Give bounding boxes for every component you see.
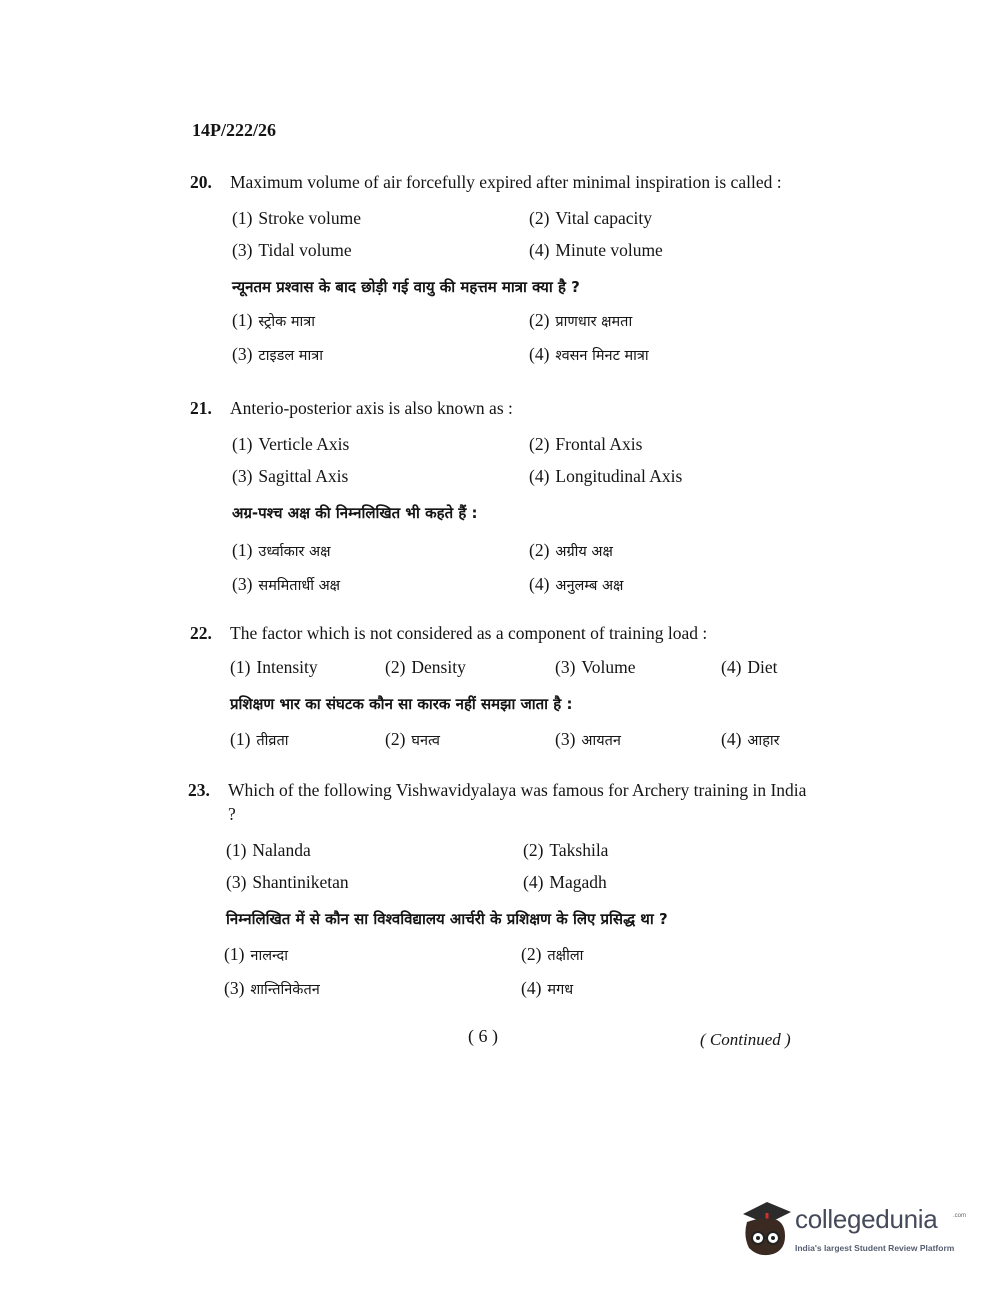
hindi-question-text: प्रशिक्षण भार का संघटक कौन सा कारक नहीं समझा जाता है :: [230, 695, 573, 713]
question-number: 22.: [190, 623, 212, 643]
hindi-option-2: (2) प्राणधार क्षमता: [529, 310, 633, 330]
brand-tld: .com: [953, 1213, 967, 1219]
question-number: 20.: [190, 172, 212, 192]
option-1: (1) Nalanda: [226, 840, 311, 860]
hindi-option-2: (2) अग्रीय अक्ष: [529, 540, 613, 560]
hindi-option-4: (4) मगध: [521, 978, 574, 998]
hindi-option-4: (4) श्वसन मिनट मात्रा: [529, 344, 649, 364]
question-number: 23.: [188, 780, 210, 800]
hindi-question-text: न्यूनतम प्रश्वास के बाद छोड़ी गई वायु की महत्तम मात्रा क्या है ?: [232, 278, 580, 296]
mascot-icon: [737, 1196, 795, 1260]
page-number: ( 6 ): [468, 1026, 498, 1046]
option-3: (3) Tidal volume: [232, 240, 352, 260]
option-4: (4) Longitudinal Axis: [529, 466, 683, 486]
continued-label: ( Continued ): [700, 1030, 791, 1049]
option-1: (1) Intensity: [230, 657, 318, 677]
hindi-option-1: (1) उर्ध्वाकार अक्ष: [232, 540, 331, 560]
hindi-question-text: अग्र-पश्च अक्ष की निम्नलिखित भी कहते हैं :: [232, 504, 478, 522]
paper-code: 14P/222/26: [192, 120, 276, 140]
hindi-option-2: (2) घनत्व: [385, 729, 440, 749]
hindi-option-3: (3) टाइडल मात्रा: [232, 344, 323, 364]
question-22: [190, 621, 830, 753]
question-21: [190, 396, 830, 598]
question-text: Maximum volume of air forcefully expired after minimal inspiration is called :: [230, 172, 782, 192]
question-number: 21.: [190, 398, 212, 418]
option-1: (1) Verticle Axis: [232, 434, 350, 454]
hindi-option-4: (4) आहार: [721, 729, 780, 749]
collegedunia-watermark: [737, 1196, 967, 1266]
option-4: (4) Diet: [721, 657, 778, 677]
option-2: (2) Takshila: [523, 840, 609, 860]
question-text: The factor which is not considered as a component of training load :: [230, 623, 708, 643]
brand-tagline: India's largest Student Review Platform: [795, 1243, 955, 1253]
hindi-option-3: (3) शान्तिनिकेतन: [224, 978, 320, 998]
option-3: (3) Sagittal Axis: [232, 466, 349, 486]
option-4: (4) Minute volume: [529, 240, 663, 260]
option-4: (4) Magadh: [523, 872, 607, 892]
question-text: Which of the following Vishwavidyalaya was famous for Archery training in India ?: [228, 780, 807, 824]
hindi-option-2: (2) तक्षीला: [521, 944, 584, 964]
hindi-option-3: (3) सममितार्धी अक्ष: [232, 574, 341, 594]
option-2: (2) Density: [385, 657, 466, 677]
option-2: (2) Vital capacity: [529, 208, 653, 228]
option-2: (2) Frontal Axis: [529, 434, 643, 454]
brand-name: collegedunia: [795, 1204, 938, 1234]
option-3: (3) Shantiniketan: [226, 872, 349, 892]
hindi-option-1: (1) स्ट्रोक मात्रा: [232, 310, 316, 330]
hindi-question-text: निम्नलिखित में से कौन सा विश्वविद्यालय आर्चरी के प्रशिक्षण के लिए प्रसिद्ध था ?: [226, 910, 668, 928]
hindi-option-3: (3) आयतन: [555, 729, 621, 749]
hindi-option-4: (4) अनुलम्ब अक्ष: [529, 574, 624, 594]
option-3: (3) Volume: [555, 657, 636, 677]
question-text: Anterio-posterior axis is also known as :: [230, 398, 513, 418]
option-1: (1) Stroke volume: [232, 208, 361, 228]
question-23: [188, 778, 808, 1002]
question-20: [190, 170, 830, 368]
hindi-option-1: (1) नालन्दा: [224, 944, 288, 964]
hindi-option-1: (1) तीव्रता: [230, 729, 289, 749]
